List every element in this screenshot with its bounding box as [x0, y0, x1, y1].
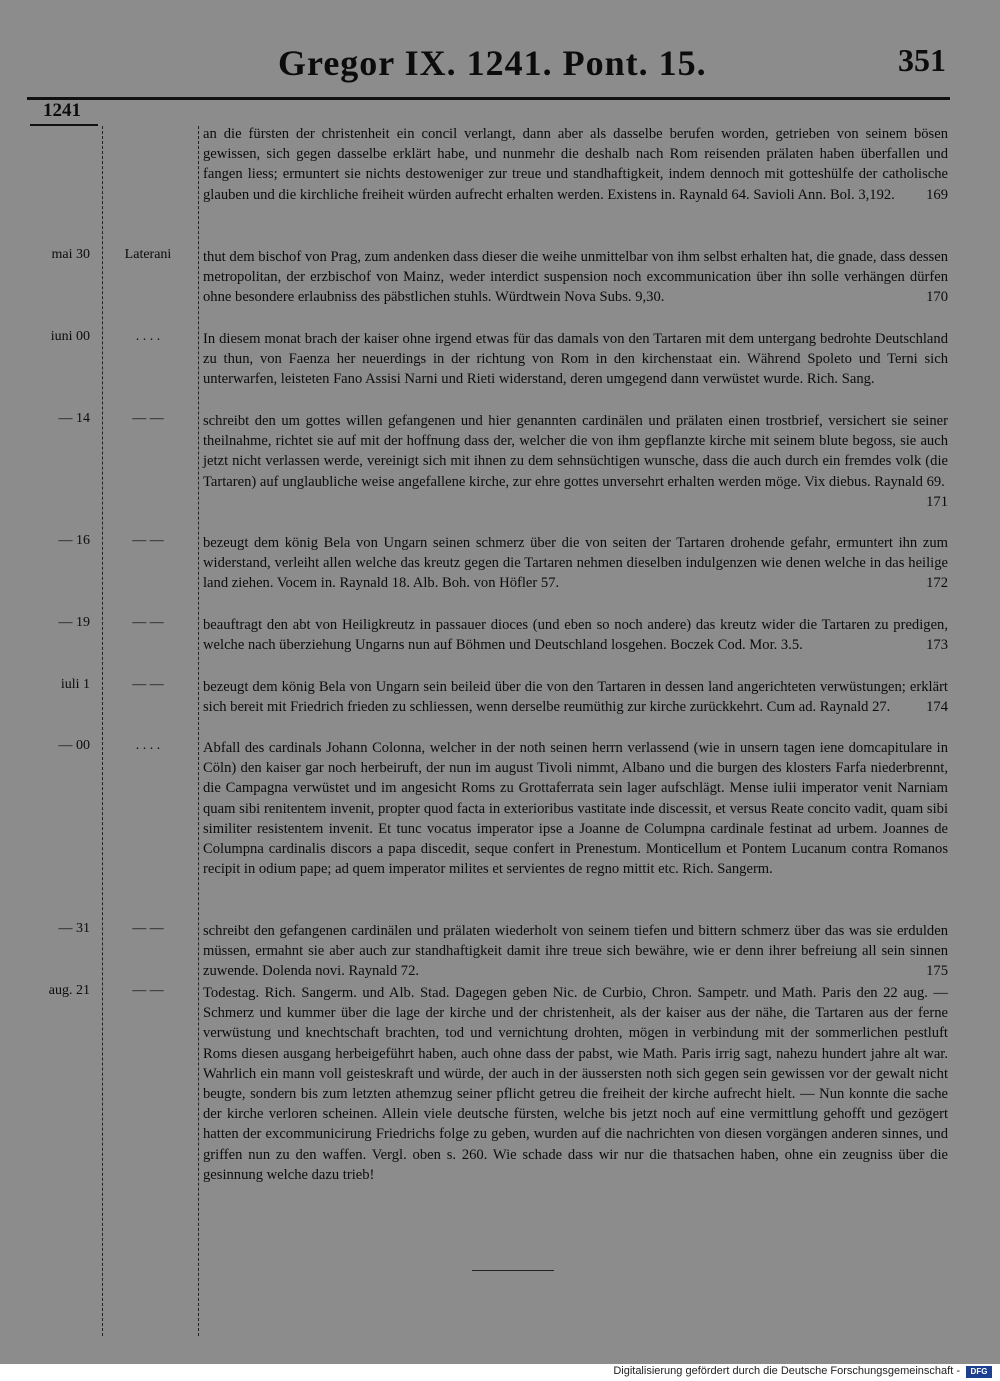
- dfg-logo: DFG: [966, 1366, 992, 1378]
- entry-text: [203, 329, 948, 390]
- footer-bar: [0, 1364, 1000, 1381]
- entry-text: [203, 533, 948, 594]
- page-number: 351: [898, 42, 946, 78]
- entry-body: an die fürsten der christenheit ein concil verlangt, dann aber als dasselbe berufen worden, getrieben von seinem bösen gewissen, sich gegen dasselbe erklärt habe, und nunmehr die deshalb nach Rom reisenden prälaten haben überfallen und fangen liess; ermuntert sie nichts destoweniger zur treue und standhaftigkeit, indem dennoch mit gotteshülfe der catholische glauben und die kirchliche freiheit würden aufrecht erhalten werden. Existens in. Raynald 64. Savioli Ann. Bol. 3,192.: [203, 126, 948, 203]
- entry-place: Laterani: [124, 247, 172, 262]
- entry-number: 169: [926, 186, 948, 203]
- entry-text: [203, 411, 948, 512]
- entry-body: schreibt den gefangenen cardinälen und prälaten wiederholt von seinem tiefen und bittern schmerz über das was sie erdulden müssen, ermahnt sie aber auch zur standhaftigkeit damit ihre treue sich bewähre, wie er denn ihrer befreiung all sein sinnen zuwende. Dolenda novi. Raynald 72.: [203, 923, 948, 980]
- entry-date: iuli 1: [60, 677, 90, 692]
- place-column-divider: [198, 126, 200, 1336]
- entry-number: 171: [926, 493, 948, 510]
- page-header: [0, 40, 1000, 90]
- entry-number: 172: [926, 575, 948, 592]
- entry-date: iuni 00: [50, 329, 90, 344]
- entry-text: [203, 124, 948, 205]
- entry-number: 173: [926, 637, 948, 654]
- entry-body: Abfall des cardinals Johann Colonna, welcher in der noth seinen herrn verlassend (wie in unsern tagen iene domcapitulare in Cöln) den kaiser gar noch herbeiruft, der nun im august Tivoli nimmt, Albano und die burgen des klosters Farfa niederbrennt, die Campagna verwüstet und im angesicht Roms zu Grottaferrata sein lager aufschlägt. Mense iulii imperator venit Narniam quam sibi renitentem invenit, propter quod facta in exterioribus vastitate inde discessit, et versus Reate concito vadit, quam sibi similiter resistentem invenit. Et tunc vocatus imperator ipse a Joanne de Columpna cardinale festinat ad urbem. Joannes de Columpna cardinalis discors a papa discedit, seque confert in Prenestum. Monticellum et Pontem Lucanum contra Romanos recipit in odium pape; ad quem imperator milites et servientes de regno mittit etc. Rich. Sangerm.: [203, 740, 948, 878]
- entry-body: beauftragt den abt von Heiligkreutz in passauer dioces (und eben so noch andere) das kreutz wider die Tartaren zu predigen, welche nach überziehung Ungarns nun auf Böhmen und Deutschland losgehen. Boczek Cod. Mor. 3.5.: [203, 617, 948, 654]
- year-rule: [30, 124, 98, 126]
- entry-place: — —: [132, 533, 164, 548]
- entry-date: mai 30: [51, 247, 90, 262]
- year-label: 1241: [43, 100, 81, 121]
- entry-date: aug. 21: [48, 983, 90, 998]
- entry-date: — 14: [58, 411, 90, 426]
- entry-body: bezeugt dem könig Bela von Ungarn sein beileid über die von den Tartaren in dessen land angerichteten verwüstungen; erklärt sich bereit mit Friedrich frieden zu schliessen, wenn derselbe reumüthig zur kirche zurückkehrt. Cum ad. Raynald 27.: [203, 679, 948, 716]
- entry-date: — 31: [58, 921, 90, 936]
- entry-number: 175: [926, 963, 948, 980]
- funding-notice: Digitalisierung gefördert durch die Deutsche Forschungsgemeinschaft -: [613, 1365, 960, 1377]
- entry-text: [203, 247, 948, 308]
- entry-body: In diesem monat brach der kaiser ohne irgend etwas für das damals von den Tartaren mit dem untergang bedrohte Deutschland zu thun, von Faenza her neuerdings in der richtung von Rom in den kirchenstaat ein. Während Spoleto und Terni sich unterwarfen, leisteten Fano Assisi Narni und Rieti widerstand, deren umgegend dann verwüstet wurde. Rich. Sang.: [203, 331, 948, 388]
- entry-body: schreibt den um gottes willen gefangenen und hier genannten cardinälen und prälaten einen trostbrief, versichert sie seiner theilnahme, richtet sie auf mit der hoffnung dass der, welcher die von ihm gepflanzte kirche mit seinem blute begoss, sie auch jetzt nicht verlassen werde, vereinigt sich mit ihnen zu dem sehnsüchtigen wunsche, dass die auch durch ein fremdes volk (die Tartaren) auf unglaubliche weise angefallene kirche, zur ehre gottes unversehrt erhalten werden möge. Vix diebus. Raynald 69.: [203, 413, 948, 490]
- entry-place: . . . .: [135, 738, 161, 753]
- entry-body: thut dem bischof von Prag, zum andenken dass dieser die weihe unmittelbar von ihm selbst erhalten hat, die gnade, dass dessen metropolitan, der erzbischof von Mainz, weder interdict suspension noch excommunication über ihn solle verhängen dürfen ohne besondere erlaubniss des päbstlichen stuhls. Würdtwein Nova Subs. 9,30.: [203, 249, 948, 306]
- entry-place: — —: [132, 411, 164, 426]
- entry-number: 170: [926, 289, 948, 306]
- header-rule: [27, 97, 950, 100]
- entry-body: Todestag. Rich. Sangerm. und Alb. Stad. Dagegen geben Nic. de Curbio, Chron. Sampetr. und Math. Paris den 22 aug. — Schmerz und kummer über die lage der kirche und der christenheit, als der kaiser aus der nähe, die Tartaren aus der ferne verwüstung und knechtschaft brachten, tod und vernichtung drohten, mögen in verbindung mit der sommerlichen pestluft Roms diesen ausgang herbeigeführt haben, auch ohne dass der pabst, wie Math. Paris irrig sagt, nahezu hundert jahre alt war. Wahrlich ein mann voll geisteskraft und würde, der auch in der äussersten noth sich gegen sein gewissen vor der gewalt nicht beugte, sondern bis zum letzten athemzug seiner pflicht getreu die freiheit der kirche aufrecht hielt. — Nun konnte die sache der kirche verloren scheinen. Allein viele deutsche fürsten, welche bis jetzt noch auf eine vermittlung gehofft und gezögert hatten der excommunicirung Friedrichs folge zu geben, wurden auf die nachrichten von diesen vorgängen anderen sinnes, und griffen nun zu den waffen. Vergl. oben s. 260. Wie schade dass wir nur die thatsachen haben, ohne ein zeugniss über die gesinnung welche dazu trieb!: [203, 985, 948, 1183]
- entry-place: — —: [132, 921, 164, 936]
- entry-date: — 16: [58, 533, 90, 548]
- entry-text: [203, 677, 948, 717]
- running-title: Gregor IX. 1241. Pont. 15.: [278, 43, 707, 83]
- entry-place: — —: [132, 677, 164, 692]
- closing-rule: [472, 1270, 554, 1271]
- entry-number: 174: [926, 699, 948, 716]
- entry-text: [203, 615, 948, 655]
- entry-text: [203, 921, 948, 982]
- entry-text: [203, 983, 948, 1185]
- entry-place: . . . .: [135, 329, 161, 344]
- entry-date: — 00: [58, 738, 90, 753]
- entry-body: bezeugt dem könig Bela von Ungarn seinen schmerz über die von seiten der Tartaren drohende gefahr, ermuntert ihn zum widerstand, verleiht allen welche das kreutz gegen die Tartaren nehmen dieselben indulgenzen wie denen welche in das heilige land ziehen. Vocem in. Raynald 18. Alb. Boh. von Höfler 57.: [203, 535, 948, 592]
- entry-text: [203, 738, 948, 879]
- entry-date: — 19: [58, 615, 90, 630]
- entry-place: — —: [132, 615, 164, 630]
- entry-place: — —: [132, 983, 164, 998]
- date-column-divider: [102, 126, 104, 1336]
